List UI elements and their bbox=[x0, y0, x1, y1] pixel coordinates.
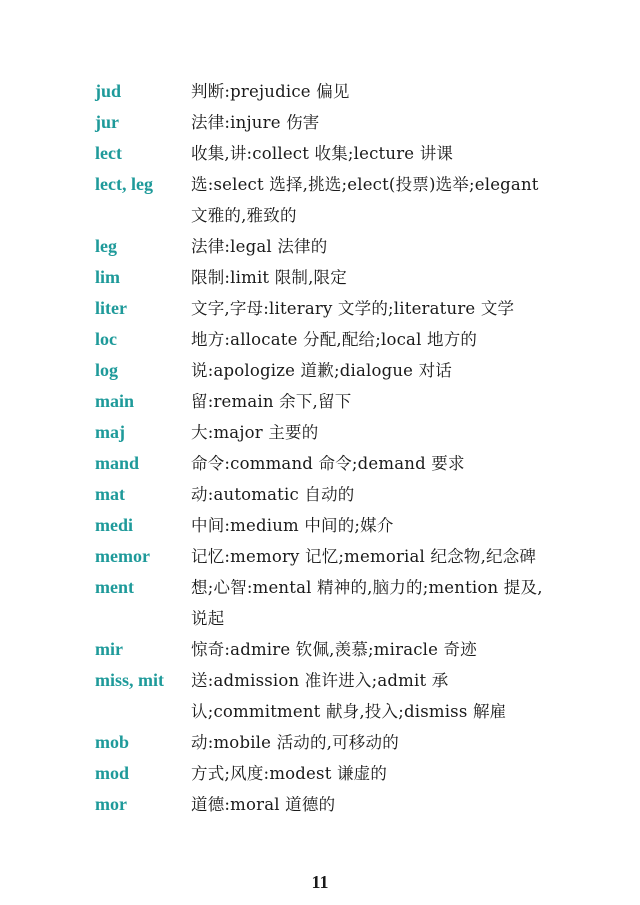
word-root: mob bbox=[95, 732, 130, 752]
list-item bbox=[95, 634, 555, 665]
list-item bbox=[95, 76, 555, 107]
root-meaning: 限制:limit 限制,限定 bbox=[191, 268, 347, 287]
word-root: ment bbox=[95, 577, 134, 597]
word-root: medi bbox=[95, 515, 133, 535]
list-item bbox=[95, 510, 555, 541]
word-root: mor bbox=[95, 794, 127, 814]
list-item bbox=[95, 727, 555, 758]
list-item bbox=[95, 417, 555, 448]
list-item bbox=[95, 138, 555, 169]
root-meaning: 送:admission 准许进入;admit 承认;commitment 献身,投入;dismiss 解雇 bbox=[191, 671, 507, 721]
root-meaning: 动:automatic 自动的 bbox=[191, 485, 355, 504]
root-meaning: 收集,讲:collect 收集;lecture 讲课 bbox=[191, 144, 454, 163]
list-item bbox=[95, 293, 555, 324]
word-root-list bbox=[95, 76, 555, 820]
root-meaning: 法律:injure 伤害 bbox=[191, 113, 320, 132]
word-root: maj bbox=[95, 422, 125, 442]
root-meaning: 惊奇:admire 钦佩,羡慕;miracle 奇迹 bbox=[191, 640, 477, 659]
root-meaning: 判断:prejudice 偏见 bbox=[191, 82, 350, 101]
root-meaning: 中间:medium 中间的;媒介 bbox=[191, 516, 394, 535]
root-meaning: 方式;风度:modest 谦虚的 bbox=[191, 764, 388, 783]
word-root: jur bbox=[95, 112, 119, 132]
list-item bbox=[95, 355, 555, 386]
root-meaning: 法律:legal 法律的 bbox=[191, 237, 328, 256]
root-meaning: 文字,字母:literary 文学的;literature 文学 bbox=[191, 299, 515, 318]
list-item bbox=[95, 541, 555, 572]
word-root: memor bbox=[95, 546, 150, 566]
page-number: 11 bbox=[311, 872, 329, 892]
root-meaning: 地方:allocate 分配,配给;local 地方的 bbox=[191, 330, 478, 349]
word-root: lim bbox=[95, 267, 120, 287]
root-meaning: 记忆:memory 记忆;memorial 纪念物,纪念碑 bbox=[191, 547, 537, 566]
list-item bbox=[95, 665, 555, 727]
root-meaning: 说:apologize 道歉;dialogue 对话 bbox=[191, 361, 452, 380]
word-root: miss, mit bbox=[95, 670, 164, 690]
word-root: log bbox=[95, 360, 119, 380]
list-item bbox=[95, 572, 555, 634]
list-item bbox=[95, 231, 555, 262]
list-item bbox=[95, 758, 555, 789]
list-item bbox=[95, 169, 555, 231]
word-root: leg bbox=[95, 236, 117, 256]
word-root: main bbox=[95, 391, 135, 411]
list-item bbox=[95, 386, 555, 417]
word-root: mat bbox=[95, 484, 125, 504]
root-meaning: 命令:command 命令;demand 要求 bbox=[191, 454, 465, 473]
root-meaning: 道德:moral 道德的 bbox=[191, 795, 336, 814]
root-meaning: 留:remain 余下,留下 bbox=[191, 392, 352, 411]
list-item bbox=[95, 448, 555, 479]
list-item bbox=[95, 107, 555, 138]
root-meaning: 想;心智:mental 精神的,脑力的;mention 提及,说起 bbox=[191, 578, 543, 628]
word-root: jud bbox=[95, 81, 122, 101]
list-item bbox=[95, 262, 555, 293]
word-root: mod bbox=[95, 763, 130, 783]
root-meaning: 选:select 选择,挑选;elect(投票)选举;elegant 文雅的,雅致的 bbox=[191, 175, 539, 225]
word-root: mir bbox=[95, 639, 123, 659]
word-root: loc bbox=[95, 329, 117, 349]
word-root: lect, leg bbox=[95, 174, 153, 194]
list-item bbox=[95, 789, 555, 820]
root-meaning: 大:major 主要的 bbox=[191, 423, 319, 442]
word-root: liter bbox=[95, 298, 127, 318]
list-item bbox=[95, 324, 555, 355]
list-item bbox=[95, 479, 555, 510]
word-root: lect bbox=[95, 143, 122, 163]
word-root: mand bbox=[95, 453, 140, 473]
root-meaning: 动:mobile 活动的,可移动的 bbox=[191, 733, 399, 752]
